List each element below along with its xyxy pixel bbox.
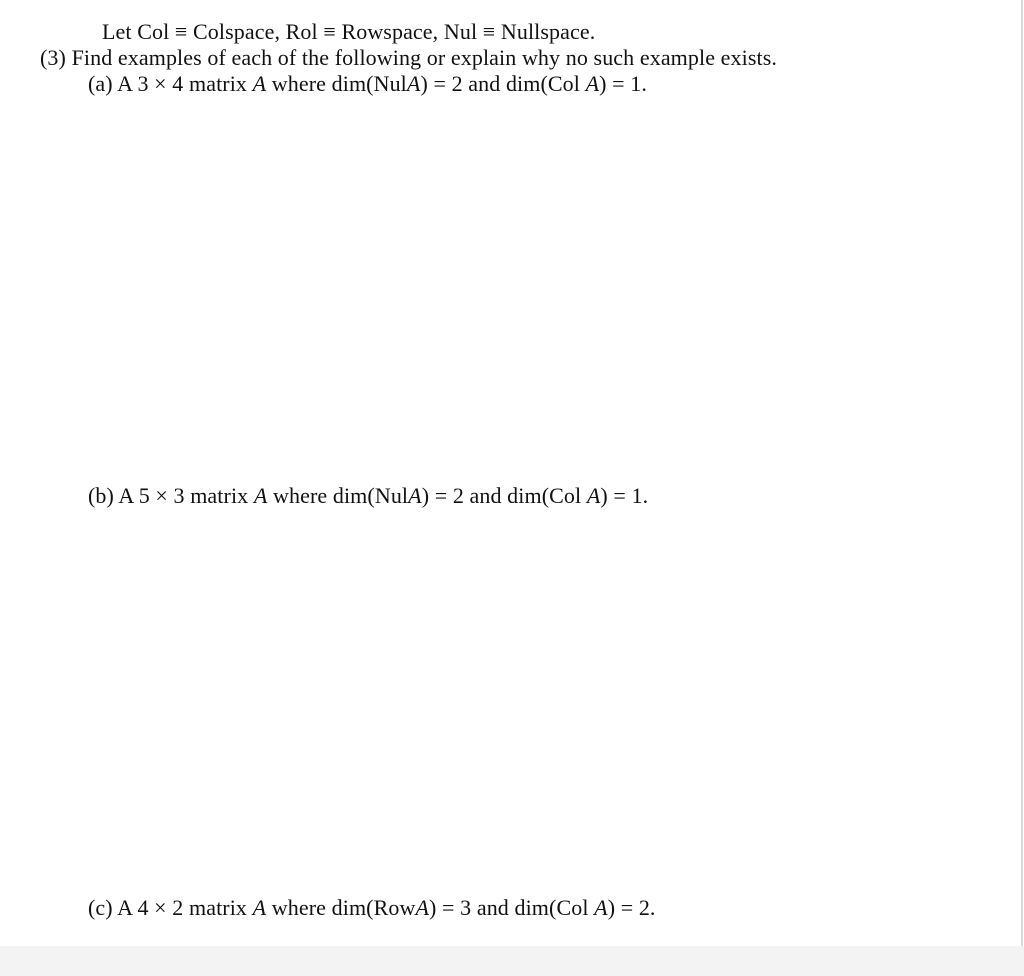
part-a-pre: A 3 × 4 matrix — [117, 71, 248, 96]
problem-statement — [40, 45, 777, 71]
part-c-label: (c) — [88, 895, 113, 920]
part-c-end: ) = 2. — [607, 895, 656, 920]
part-c-pre: A 4 × 2 matrix — [117, 895, 248, 920]
problem-number: (3) — [40, 45, 66, 70]
part-b-var2: A — [408, 483, 422, 508]
part-b-var: A — [253, 483, 268, 508]
definitions-line: Let Col ≡ Colspace, Rol ≡ Rowspace, Nul ≡ Nullspace. — [102, 19, 596, 44]
part-b-var3: A — [586, 483, 601, 508]
part-b-label: (b) — [88, 483, 114, 508]
bottom-gutter — [0, 946, 1024, 976]
part-b-pre: A 5 × 3 matrix — [118, 483, 249, 508]
part-b-post: ) = 2 and dim(Col — [421, 483, 582, 508]
part-c-post: ) = 3 and dim(Col — [429, 895, 589, 920]
part-a-label: (a) — [88, 71, 113, 96]
part-c-mid: where dim(Row — [271, 895, 416, 920]
part-a-end: ) = 1. — [599, 71, 647, 96]
part-a-var2: A — [406, 71, 421, 96]
part-a — [88, 71, 647, 97]
part-a-post: ) = 2 and dim(Col — [420, 71, 580, 96]
part-a-var: A — [252, 71, 267, 96]
part-b — [88, 483, 648, 509]
part-a-mid: where dim(Nul — [271, 71, 407, 96]
part-a-var3: A — [585, 71, 600, 96]
part-c-var2: A — [415, 895, 429, 920]
part-b-end: ) = 1. — [600, 483, 649, 508]
part-c — [88, 895, 656, 921]
problem-prompt: Find examples of each of the following or explain why no such example exists. — [71, 45, 777, 70]
part-c-var: A — [252, 895, 267, 920]
part-b-mid: where dim(Nul — [273, 483, 409, 508]
part-c-var3: A — [594, 895, 608, 920]
